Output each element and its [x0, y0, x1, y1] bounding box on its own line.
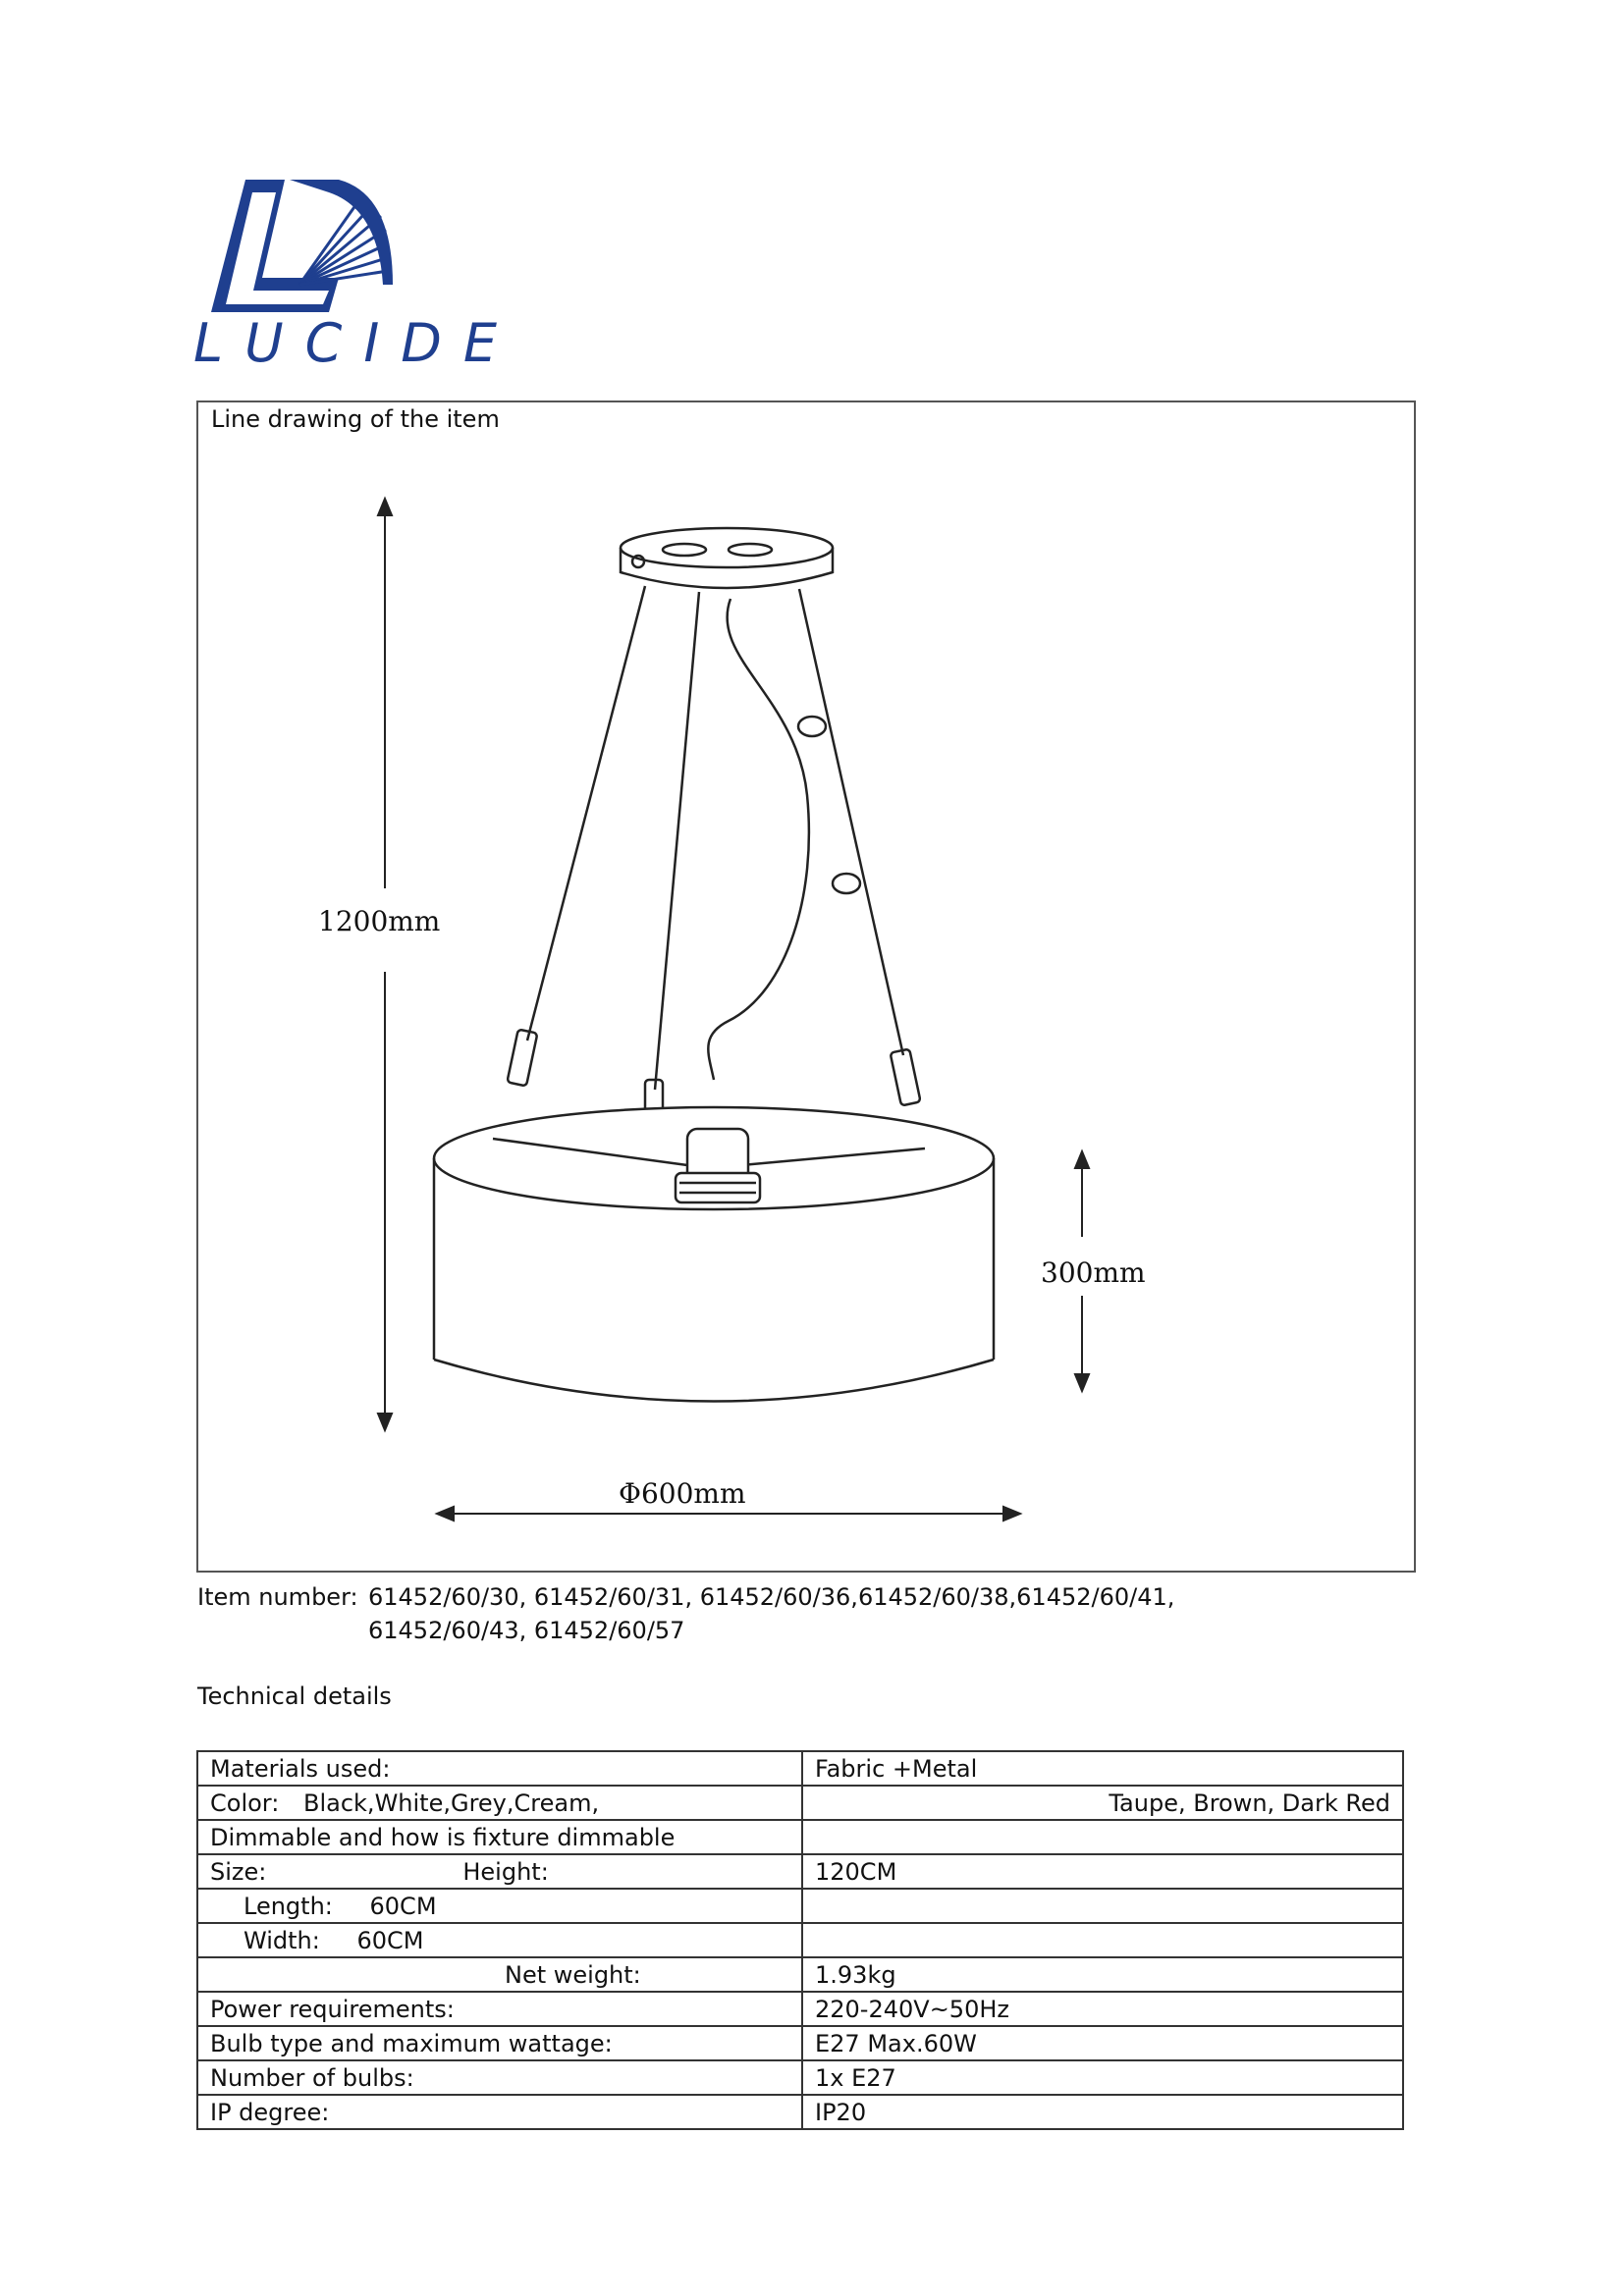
bulb-type-label: Bulb type and maximum wattage: — [197, 2026, 802, 2060]
technical-details-table — [196, 1750, 1404, 2130]
table-row — [197, 1957, 1403, 1992]
bulb-type-value: E27 Max.60W — [802, 2026, 1403, 2060]
table-row — [197, 2060, 1403, 2095]
table-row — [197, 1854, 1403, 1889]
empty-cell — [802, 1923, 1403, 1957]
materials-value: Fabric +Metal — [802, 1751, 1403, 1786]
item-number-line-2: 61452/60/43, 61452/60/57 — [368, 1617, 685, 1644]
length-value: 60CM — [369, 1892, 437, 1920]
bulbs-count-value: 1x E27 — [802, 2060, 1403, 2095]
power-label: Power requirements: — [197, 1992, 802, 2026]
weight-label: Net weight: — [505, 1960, 641, 1989]
materials-label: Materials used: — [197, 1751, 802, 1786]
width-value: 60CM — [356, 1926, 424, 1954]
lucide-logo-icon — [191, 175, 518, 374]
length-cell — [197, 1889, 802, 1923]
height-value: 120CM — [802, 1854, 1403, 1889]
length-label: Length: — [244, 1892, 333, 1920]
table-row — [197, 2026, 1403, 2060]
dimension-overall-height: 1200mm — [318, 905, 441, 937]
pendant-lamp-drawing — [198, 402, 1416, 1571]
table-row — [197, 1786, 1403, 1820]
brand-wordmark: LUCIDE — [193, 312, 518, 374]
dimension-shade-height: 300mm — [1041, 1256, 1146, 1289]
table-row — [197, 1923, 1403, 1957]
bulbs-count-label: Number of bulbs: — [197, 2060, 802, 2095]
technical-details-heading: Technical details — [197, 1682, 392, 1710]
table-row — [197, 1992, 1403, 2026]
item-number-label: Item number: — [197, 1583, 358, 1611]
table-row — [197, 1889, 1403, 1923]
dimension-diameter: Φ600mm — [611, 1477, 754, 1510]
item-number-block — [197, 1580, 1174, 1647]
dimmable-value — [802, 1820, 1403, 1854]
brand-logo — [191, 175, 518, 374]
ip-value: IP20 — [802, 2095, 1403, 2129]
dimmable-label: Dimmable and how is fixture dimmable — [197, 1820, 802, 1854]
color-cell-2 — [802, 1786, 1403, 1820]
color-cell — [197, 1786, 802, 1820]
height-label: Height: — [462, 1857, 549, 1886]
item-number-line-1: 61452/60/30, 61452/60/31, 61452/60/36,61452/60/38,61452/60/41, — [368, 1583, 1175, 1611]
power-value: 220-240V~50Hz — [802, 1992, 1403, 2026]
drawing-caption: Line drawing of the item — [211, 405, 500, 433]
size-label: Size: — [210, 1857, 267, 1886]
ip-label: IP degree: — [197, 2095, 802, 2129]
width-cell — [197, 1923, 802, 1957]
empty-cell — [802, 1889, 1403, 1923]
width-label: Width: — [244, 1926, 320, 1954]
table-row — [197, 1751, 1403, 1786]
weight-cell — [197, 1957, 802, 1992]
color-value-b: Taupe, Brown, Dark Red — [1109, 1789, 1390, 1817]
color-value-a: Black,White,Grey,Cream, — [303, 1789, 600, 1817]
table-row — [197, 2095, 1403, 2129]
line-drawing-panel — [196, 400, 1416, 1573]
color-label: Color: — [210, 1789, 280, 1817]
size-cell — [197, 1854, 802, 1889]
table-row — [197, 1820, 1403, 1854]
weight-value: 1.93kg — [802, 1957, 1403, 1992]
